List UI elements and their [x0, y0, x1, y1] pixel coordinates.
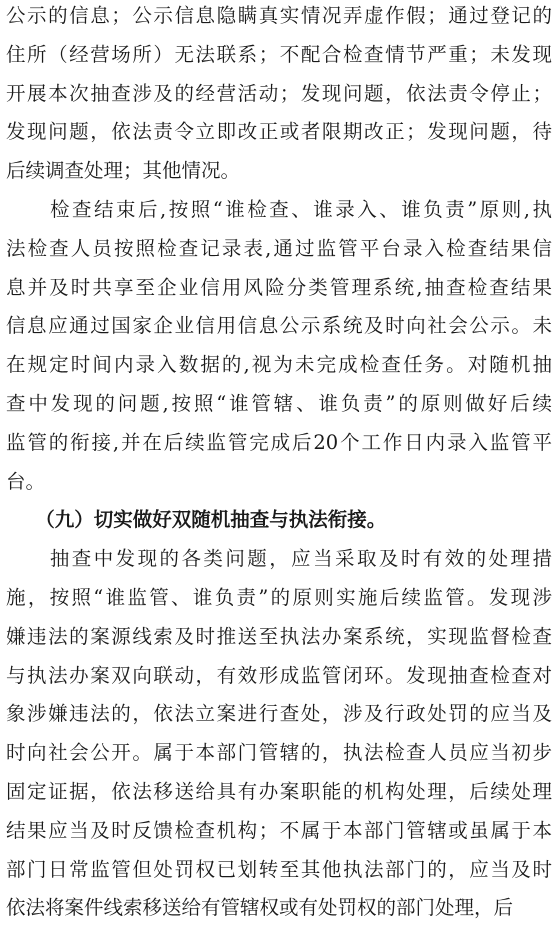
text-line: 开展本次抽查涉及的经营活动；发现问题，依法责令停止； [6, 81, 552, 105]
paragraph [6, 540, 552, 928]
text-line: 与执法办案双向联动，有效形成监管闭环。发现抽查检查对 [6, 663, 552, 687]
text-line: 抽查中发现的各类问题，应当采取及时有效的处理措 [6, 547, 552, 571]
text-line: 监管的衔接,并在后续监管完成后20个工作日内录入监管平 [6, 430, 552, 454]
text-line: 固定证据，依法移送给具有办案职能的机构处理，后续处理 [6, 779, 552, 803]
text-line: 在规定时间内录入数据的,视为未完成检查任务。对随机抽 [6, 353, 552, 377]
text-line: 住所（经营场所）无法联系；不配合检查情节严重；未发现 [6, 42, 552, 66]
section-heading [6, 501, 552, 540]
text-line: 施，按照“谁监管、谁负责”的原则实施后续监管。发现涉 [6, 585, 552, 609]
text-line: 嫌违法的案源线索及时推送至执法办案系统，实现监督检查 [6, 624, 552, 648]
text-line: 公示的信息；公示信息隐瞒真实情况弄虚作假；通过登记的 [6, 4, 552, 27]
text-line: 部门日常监管但处罚权已划转至其他执法部门的，应当及时 [6, 857, 552, 881]
text-line: 息并及时共享至企业信用风险分类管理系统,抽查检查结果 [6, 275, 552, 299]
paragraph [6, 191, 552, 501]
text-line: 依法将案件线索移送给有管辖权或有处罚权的部门处理，后 [6, 896, 514, 920]
text-line: 查中发现的问题,按照“谁管辖、谁负责”的原则做好后续 [6, 391, 552, 415]
text-line: 后续调查处理；其他情况。 [6, 159, 241, 183]
heading-line: （九）切实做好双随机抽查与执法衔接。 [6, 508, 387, 532]
text-line: 结果应当及时反馈检查机构；不属于本部门管辖或虽属于本 [6, 818, 552, 842]
text-line: 时向社会公开。属于本部门管辖的，执法检查人员应当初步 [6, 741, 552, 765]
text-line: 发现问题，依法责令立即改正或者限期改正；发现问题，待 [6, 120, 552, 144]
text-line: 检查结束后,按照“谁检查、谁录入、谁负责”原则,执 [6, 197, 552, 221]
text-line: 法检查人员按照检查记录表,通过监管平台录入检查结果信 [6, 236, 552, 260]
paragraph [6, 0, 552, 191]
text-line: 信息应通过国家企业信用信息公示系统及时向社会公示。未 [6, 314, 552, 338]
document-body-text [6, 0, 552, 928]
text-line: 象涉嫌违法的，依法立案进行查处，涉及行政处罚的应当及 [6, 702, 552, 726]
text-line: 台。 [6, 469, 46, 493]
